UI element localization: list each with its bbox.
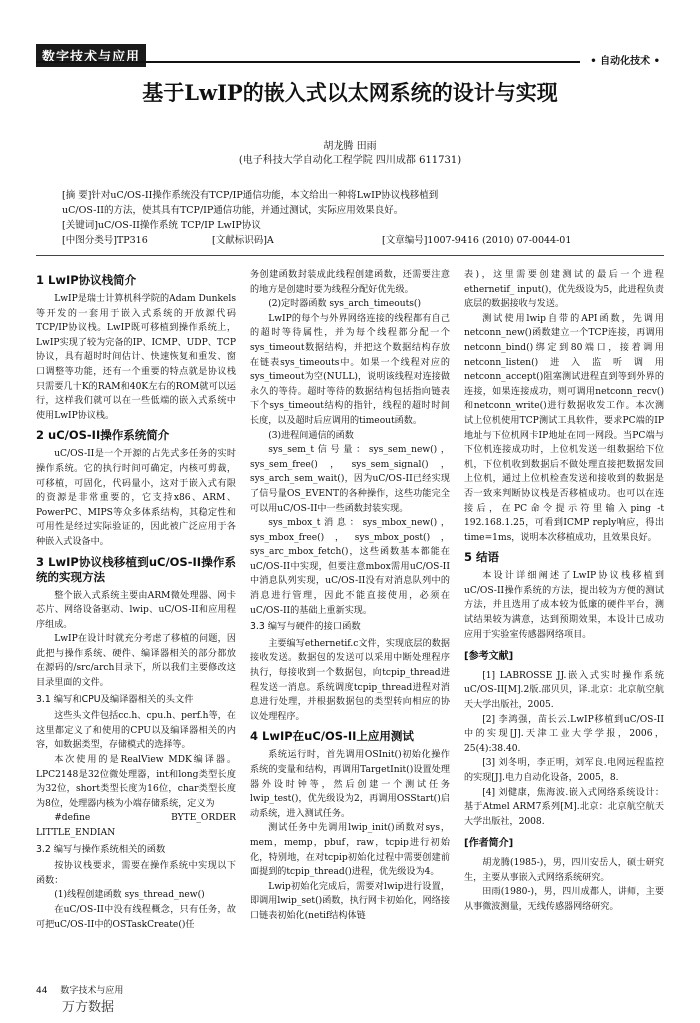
author-bio: 胡龙腾(1985-)，男，四川安岳人，硕士研究生，主要从事嵌入式网络系统研究。 bbox=[464, 857, 664, 883]
paragraph: uC/OS-II是一个开源的占先式多任务的实时操作系统。它的执行时间可确定，内核可剪裁，可移植，可固化，代码量小，这对于嵌入式有限的资源是非常重要的，它支持x86、ARM、PowerPC、MIPS等众多体系结构，其稳定性和可用性是经过实际验证的，因此被广泛应用于各种嵌入式设备中。 bbox=[36, 449, 236, 547]
page-number: 44 bbox=[36, 986, 48, 996]
section-heading: 1 LwIP协议栈简介 bbox=[36, 273, 137, 287]
paragraph: sys_sem_t信号量：sys_sem_new()，sys_sem_free()，sys_sem_signal()，sys_arch_sem_wait()，因为uC/OS-II已经实现了信号量OS_EVENT的各种操作，这些功能完全可以用uC/OS-II中一些函数封装实现。 bbox=[250, 445, 450, 514]
abstract-line: [摘 要]针对uC/OS-II操作系统没有TCP/IP通信功能，本文给出一种将LwIP协议栈移植到 bbox=[62, 190, 439, 201]
paragraph: (3)进程间通信的函数 bbox=[268, 430, 354, 441]
paragraph: 测试任务中先调用lwip_init()函数对sys，mem，memp，pbuf，raw，tcpip进行初始化，特别地，在对tcpip初始化过程中需要创建前面提到的tcpip_thread()进程，优先级设为4。 bbox=[250, 823, 450, 878]
author-bio: 田雨(1980-)，男，四川成都人，讲师，主要从事微波测量，无线传感器网络研究。 bbox=[464, 887, 664, 912]
paragraph: sys_mbox_t消息：sys_mbox_new()，sys_mbox_free()，sys_mbox_post()，sys_arc_mbox_fetch()，这些函数基本都能在uC/OS-II中实现，但要注意mbox需用uC/OS-II中消息队列实现，uC/OS-II没有对消息队列中的消息进行管理，因此不能直接使用，必须在uC/OS-II的基础上重新实现。 bbox=[250, 518, 450, 616]
section-heading: 3 LwIP协议栈移植到uC/OS-II操作系统的实现方法 bbox=[36, 554, 236, 584]
page-footer bbox=[36, 983, 123, 1015]
paragraph: 这些头文件包括cc.h、cpu.h、perf.h等，在这里都定义了和使用的CPU以及编译器相关的内容，如数据类型，存储模式的选择等。 bbox=[36, 711, 236, 751]
doc-code: [文献标识码]A bbox=[212, 235, 274, 246]
section-heading: 2 uC/OS-II操作系统简介 bbox=[36, 428, 170, 443]
subsection-heading: 3.1 编写和CPU及编译器相关的头文件 bbox=[36, 693, 194, 705]
subsection-heading: 3.3 编写与硬件的接口函数 bbox=[250, 621, 361, 633]
watermark: 万方数据 bbox=[62, 1000, 115, 1015]
paragraph: 整个嵌入式系统主要由ARM微处理器、网卡芯片、网络设备驱动、lwip、uC/OS-II和应用程序组成。 bbox=[36, 590, 236, 630]
paragraph: 主要编写ethernetif.c文件，实现底层的数据接收发送。数据包的发送可以采用中断处理程序执行，每接收到一个数据包，向tcpip_thread进程发送一消息。系统调度tcpip_thread进程对消息进行处理，并根据数据包的类型转向相应的协议处理程序。 bbox=[250, 638, 450, 722]
paragraph: 务创建函数封装成此线程创建函数，还需要注意的地方是创建时要为线程分配好优先级。 bbox=[250, 270, 450, 295]
subsection-heading: 3.2 编写与操作系统相关的函数 bbox=[36, 843, 166, 855]
paragraph: 按协议栈要求，需要在操作系统中实现以下函数： bbox=[36, 861, 236, 886]
page-title: 基于LwIP的嵌入式以太网系统的设计与实现 bbox=[142, 80, 558, 105]
section-heading: 4 LwIP在uC/OS-II上应用测试 bbox=[250, 729, 414, 744]
section-tag: 数字技术与应用 bbox=[36, 44, 146, 67]
column-3 bbox=[464, 268, 664, 983]
section-label: • 自动化技术 • bbox=[590, 56, 660, 67]
section-heading: 5 结语 bbox=[464, 550, 500, 565]
paragraph: LwIP是瑞士计算机科学院的Adam Dunkels等开发的一套用于嵌入式系统的开放源代码TCP/IP协议栈。LwIP既可移植到操作系统上，LwIP实现了较为完备的IP、ICMP、UDP、TCP协议，具有超时时间估计、快速恢复和重发、窗口调整等功能，还有一个重要的特点就是协议栈只需要几十K的RAM和40K左右的ROM就可以运行，这样我们就可以在一些低端的嵌入式系统中使用LwIP协议栈。 bbox=[36, 294, 236, 421]
paragraph: 表)，这里需要创建测试的最后一个进程ethernetif_ input()，优先级设为5，此进程负责底层的数据接收与发送。 bbox=[464, 270, 664, 310]
abstract-line: uC/OS-II的方法，使其具有TCP/IP通信功能，并通过测试，实际应用效果良好。 bbox=[62, 205, 404, 216]
paragraph: 本次使用的是RealView MDK编译器。LPC2148是32位微处理器，int和long类型长度为32位，short类型长度为16位，char类型长度为8位，处理器内核为小端存储系统，定义为 bbox=[36, 755, 236, 809]
reference-item: [2] 李鸿强，苗长云.LwIP移植到uC/OS-II中的实现[J].天津工业大学学报，2006，25(4):38.40. bbox=[464, 714, 664, 754]
paragraph: 在uC/OS-II中没有线程概念，只有任务，故可把uC/OS-II中的OSTaskCreate()任 bbox=[36, 904, 236, 930]
paragraph: Lwip初始化完成后，需要对lwip进行设置，即调用lwip_set()函数，执行网卡初始化，网络接口链表初始化(netif结构体链 bbox=[250, 881, 450, 921]
journal-name: 数字技术与应用 bbox=[60, 986, 124, 996]
column-1 bbox=[36, 268, 236, 983]
article-number: [文章编号]1007-9416 (2010) 07-0044-01 bbox=[382, 235, 572, 246]
classification-row bbox=[62, 233, 638, 248]
paragraph: (2)定时器函数 sys_arch_timeouts() bbox=[268, 299, 422, 310]
affiliation: (电子科技大学自动化工程学院 四川成都 611731) bbox=[238, 155, 462, 166]
body-columns bbox=[36, 268, 664, 983]
column-2 bbox=[250, 268, 450, 983]
header-rule bbox=[36, 61, 580, 63]
clc-code: [中图分类号]TP316 bbox=[62, 235, 148, 246]
abstract-block bbox=[62, 188, 638, 248]
authors: 胡龙腾 田雨 bbox=[323, 141, 377, 152]
keywords: [关键词]uC/OS-II操作系统 TCP/IP LwIP协议 bbox=[62, 220, 261, 231]
paragraph: 系统运行时，首先调用OSInit()初始化操作系统的变量和结构，再调用TargetInit()设置处理器外设时钟等，然后创建一个测试任务lwip_test()，优先级设为2，再调用OSStart()启动系统，进入测试任务。 bbox=[250, 750, 450, 819]
paragraph: 测试使用lwip自带的API函数，先调用netconn_new()函数建立一个TCP连接，再调用netconn_bind()绑定到80端口，接着调用netconn_listen()进入监听调用netconn_accept()阻塞测试进程直到等到外界的连接，如果连接成功，则可调用netconn_recv()和netconn_write()进行数据收发工作。本次测试上位机使用TCP测试工具软件，要求PC端的IP地址与下位机网卡IP地址在同一网段。当PC端与下位机连接成功时，上位机发送一组数据给下位机，下位机收到数据后不做处理直接把数据发回上位机，通过上位机检查发送和接收到的数据是否一致来判断协议栈是否移植成功。也可以在连接后，在PC命令提示符里输入ping -t 192.168.1.25，可看到ICMP reply响应，得出time=1ms，说明本次移植成功，且效果良好。 bbox=[464, 313, 664, 543]
code-line: #define BYTE_ORDER LITTLE_ENDIAN bbox=[36, 813, 236, 838]
references-heading: [参考文献] bbox=[464, 651, 514, 663]
author-bio-heading: [作者简介] bbox=[464, 838, 514, 850]
paragraph: LwIP的每个与外界网络连接的线程都有自己的超时等待属性，并为每个线程都分配一个sys_timeout数据结构，并把这个数据结构存放在链表sys_timeouts中。如果一个线程对应的sys_timeout为空(NULL)，说明该线程对连接做永久的等待。超时等待的数据结构包括指向链表下个sys_timeout结构的指针，线程的超时时间长度，以及超时后应调用的timeout函数。 bbox=[250, 313, 450, 426]
reference-item: [3] 刘冬明，李正明，刘军良.电网远程监控的实现[J].电力自动化设备，2005，8. bbox=[464, 758, 664, 783]
divider bbox=[36, 255, 664, 256]
paragraph: 本设计详细阐述了LwIP协议栈移植到uC/OS-II操作系统的方法，提出较为方便的测试方法，并且选用了成本较为低廉的硬件平台，测试结果较为满意，达到预期效果，本设计已成功应用于实验室传感器网络项目。 bbox=[464, 571, 664, 640]
paragraph: LwIP在设计时就充分考虑了移植的问题，因此把与操作系统、硬件、编译器相关的部分都放在源码的/src/arch目录下，所以我们主要修改这目录里面的文件。 bbox=[36, 634, 236, 689]
reference-item: [1] LABROSSE JJ.嵌入式实时操作系统uC/OS-II[M].2版.邵贝贝，译.北京：北京航空航天大学出版社，2005. bbox=[464, 670, 664, 711]
paragraph: (1)线程创建函数 sys_thread_new() bbox=[54, 890, 205, 901]
reference-item: [4] 刘健康，焦海波.嵌入式网络系统设计：基于Atmel ARM7系列[M].北京：北京航空航天大学出版社，2008. bbox=[464, 787, 664, 827]
